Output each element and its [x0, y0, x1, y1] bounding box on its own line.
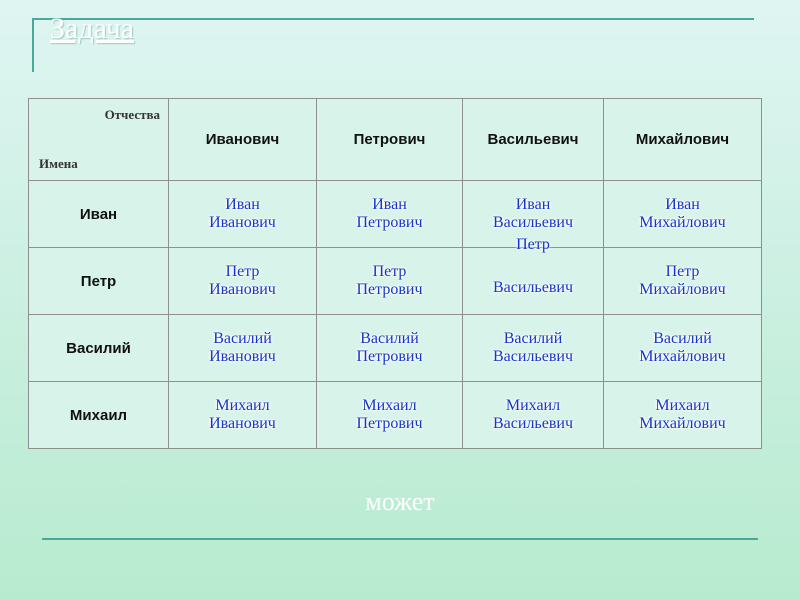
patronymic: Васильевич	[493, 214, 573, 231]
patronymic: Иванович	[209, 348, 276, 365]
full-name	[209, 397, 276, 433]
name-cell	[463, 315, 604, 382]
name-cell	[604, 382, 762, 449]
full-name	[483, 397, 583, 433]
full-name	[209, 196, 276, 232]
name-cell	[169, 315, 317, 382]
full-name	[633, 397, 733, 433]
name-cell	[317, 382, 463, 449]
patronymic: Петрович	[356, 348, 423, 365]
column-header: Михайлович	[604, 99, 762, 181]
first-name: Петр	[372, 263, 407, 280]
first-name: Василий	[503, 330, 563, 347]
column-header: Васильевич	[463, 99, 604, 181]
full-name	[356, 397, 422, 433]
name-cell	[463, 382, 604, 449]
row-header: Иван	[29, 181, 169, 248]
patronymic: Иванович	[209, 281, 276, 298]
full-name	[483, 196, 583, 232]
table-row	[29, 248, 762, 315]
column-header: Петрович	[317, 99, 463, 181]
patronymic: Васильевич	[493, 279, 573, 296]
header-row	[29, 99, 762, 181]
first-name: Василий	[360, 330, 419, 347]
name-cell	[169, 382, 317, 449]
first-name: Михаил	[505, 397, 561, 414]
first-name: Петр	[516, 236, 550, 253]
patronymic: Михайлович	[639, 281, 726, 298]
patronymic: Васильевич	[493, 348, 573, 365]
corner-cell	[29, 99, 169, 181]
frame-bottom-line	[42, 538, 758, 540]
corner-bottom-label: Имена	[39, 156, 78, 171]
name-cell	[463, 236, 604, 315]
first-name: Михаил	[215, 397, 270, 414]
full-name	[209, 263, 276, 299]
first-name: Михаил	[655, 397, 710, 414]
row-header: Михаил	[29, 382, 169, 449]
patronymic: Петрович	[356, 415, 423, 432]
corner-top-label: Отчества	[104, 107, 160, 122]
full-name	[633, 196, 733, 232]
first-name: Петр	[225, 263, 260, 280]
patronymic: Иванович	[209, 415, 276, 432]
full-name	[633, 330, 733, 366]
first-name: Иван	[372, 196, 407, 213]
full-name	[209, 330, 276, 366]
row-header: Петр	[29, 248, 169, 315]
name-cell	[604, 181, 762, 248]
slide-title: Задача	[50, 12, 135, 45]
first-name: Иван	[225, 196, 260, 213]
first-name: Василий	[213, 330, 272, 347]
full-name	[483, 330, 583, 366]
patronymic: Михайлович	[639, 214, 726, 231]
patronymic: Петрович	[356, 214, 423, 231]
name-cell	[317, 248, 463, 315]
name-cell	[169, 248, 317, 315]
table-row	[29, 315, 762, 382]
first-name: Петр	[665, 263, 700, 280]
name-cell	[604, 248, 762, 315]
full-name	[356, 330, 422, 366]
patronymic: Михайлович	[639, 415, 726, 432]
frame-left-line	[32, 18, 34, 72]
patronymic: Иванович	[209, 214, 276, 231]
full-name	[633, 263, 733, 299]
full-name	[356, 263, 422, 299]
first-name: Иван	[515, 196, 551, 213]
column-header: Иванович	[169, 99, 317, 181]
table-row	[29, 382, 762, 449]
frame-top-line	[32, 18, 754, 20]
patronymic: Васильевич	[493, 415, 573, 432]
name-cell	[169, 181, 317, 248]
caption-text: может	[365, 487, 435, 516]
patronymic-table	[28, 98, 762, 449]
first-name: Василий	[653, 330, 712, 347]
first-name: Иван	[665, 196, 700, 213]
row-header: Василий	[29, 315, 169, 382]
name-cell	[604, 315, 762, 382]
name-cell	[317, 315, 463, 382]
patronymic: Петрович	[356, 281, 423, 298]
name-cell	[317, 181, 463, 248]
first-name: Михаил	[362, 397, 417, 414]
full-name	[356, 196, 422, 232]
table-row	[29, 181, 762, 248]
patronymic: Михайлович	[639, 348, 726, 365]
